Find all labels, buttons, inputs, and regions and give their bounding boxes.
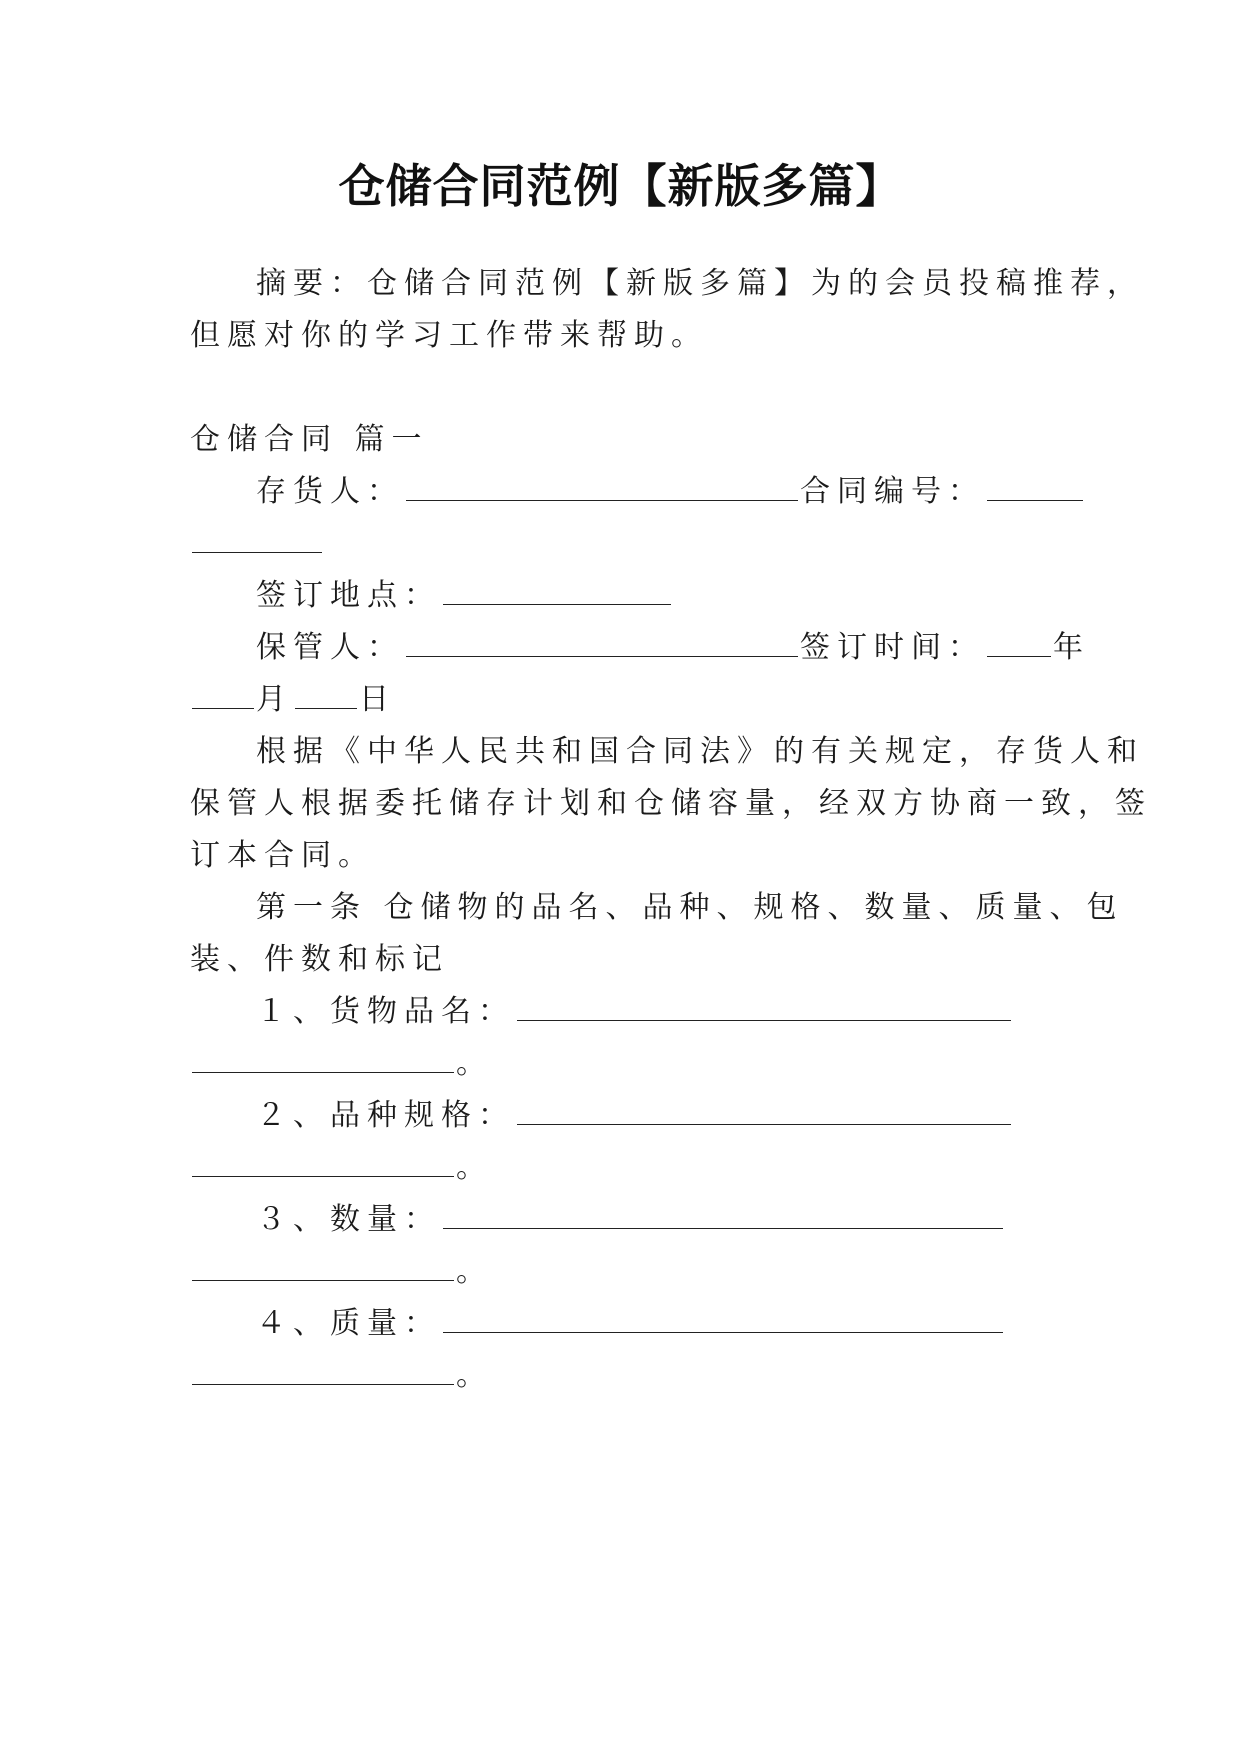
- custodian-label: 保管人：: [256, 630, 404, 665]
- document-title: 仓储合同范例【新版多篇】: [338, 159, 903, 213]
- sign-place-row: [256, 576, 673, 616]
- depositor-label: 存货人：: [256, 474, 404, 509]
- item-1-label: １、货物品名：: [256, 994, 515, 1029]
- article1-line-2: 装、件数和标记: [190, 942, 449, 977]
- item-3-continuation: [190, 1252, 493, 1292]
- sign-place-blank: [443, 576, 671, 605]
- preamble-line-1: 根据《中华人民共和国合同法》的有关规定，存货人和: [256, 734, 1144, 769]
- item-3-period: 。: [456, 1254, 493, 1289]
- item-4-blank-2: [192, 1356, 454, 1385]
- item-2-row: [256, 1096, 1013, 1136]
- abstract-line-1: 摘要：仓储合同范例【新版多篇】为的会员投稿推荐，: [256, 266, 1144, 301]
- contract-no-blank-2: [192, 524, 322, 553]
- item-3-blank-2: [192, 1252, 454, 1281]
- custodian-blank: [406, 628, 798, 657]
- item-2-continuation: [190, 1148, 493, 1188]
- preamble-line-2: 保管人根据委托储存计划和仓储容量，经双方协商一致，签: [190, 786, 1152, 821]
- year-label: 年: [1053, 630, 1090, 665]
- article1-line-1: 第一条 仓储物的品名、品种、规格、数量、质量、包: [256, 890, 1124, 925]
- custodian-row: [256, 628, 1090, 668]
- item-4-label: ４、质量：: [256, 1306, 441, 1341]
- contract-no-label: 合同编号：: [800, 474, 985, 509]
- item-3-blank: [443, 1200, 1003, 1229]
- item-1-blank: [517, 992, 1011, 1021]
- item-2-period: 。: [456, 1150, 493, 1185]
- item-2-blank: [517, 1096, 1011, 1125]
- item-3-label: ３、数量：: [256, 1202, 441, 1237]
- sign-place-label: 签订地点：: [256, 578, 441, 613]
- contract-no-blank: [987, 472, 1083, 501]
- item-3-row: [256, 1200, 1005, 1240]
- section-heading: 仓储合同 篇一: [190, 422, 429, 457]
- item-1-row: [256, 992, 1013, 1032]
- item-1-blank-2: [192, 1044, 454, 1073]
- date-continuation: [190, 680, 396, 720]
- item-2-label: ２、品种规格：: [256, 1098, 515, 1133]
- preamble-line-3: 订本合同。: [190, 838, 375, 873]
- abstract-line-2: 但愿对你的学习工作带来帮助。: [190, 318, 708, 353]
- year-blank: [987, 628, 1051, 657]
- depositor-blank: [406, 472, 798, 501]
- sign-time-label: 签订时间：: [800, 630, 985, 665]
- item-1-period: 。: [456, 1046, 493, 1081]
- item-2-blank-2: [192, 1148, 454, 1177]
- contract-no-continuation: [190, 524, 324, 564]
- day-blank: [295, 680, 357, 709]
- item-4-row: [256, 1304, 1005, 1344]
- month-label: 月: [256, 682, 293, 717]
- item-4-continuation: [190, 1356, 493, 1396]
- day-label: 日: [359, 682, 396, 717]
- item-1-continuation: [190, 1044, 493, 1084]
- item-4-period: 。: [456, 1358, 493, 1393]
- depositor-row: [256, 472, 1085, 512]
- item-4-blank: [443, 1304, 1003, 1333]
- month-blank: [192, 680, 254, 709]
